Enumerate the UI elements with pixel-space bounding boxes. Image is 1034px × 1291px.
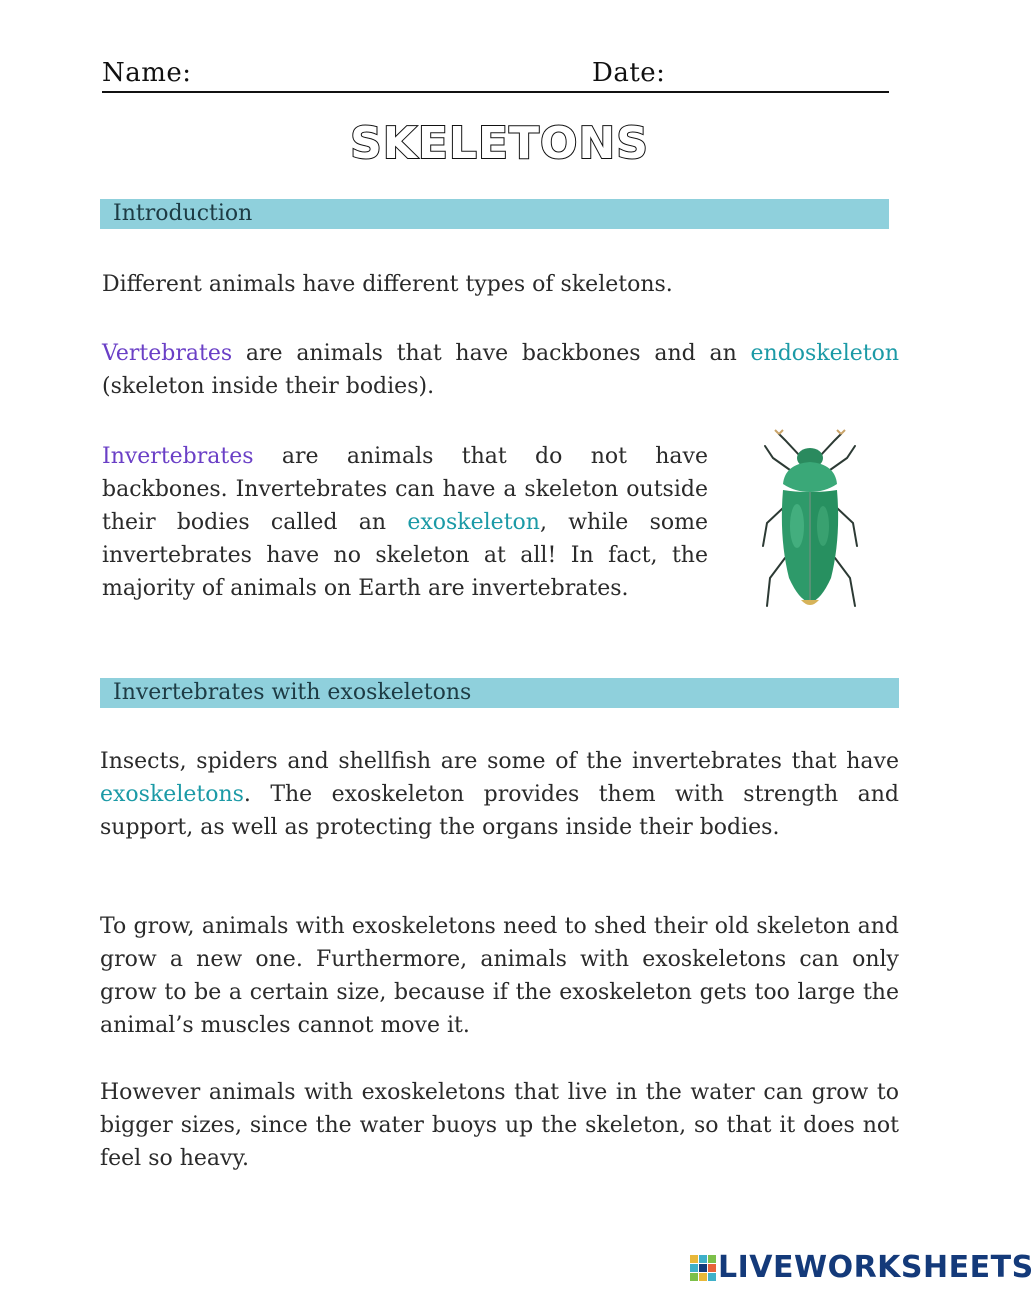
- section-heading-introduction: Introduction: [100, 199, 889, 229]
- page-title: SKELETONS: [350, 118, 649, 169]
- intro-paragraph-2-text-b: (skeleton inside their bodies).: [102, 374, 435, 399]
- term-exoskeleton: exoskeleton: [407, 510, 540, 535]
- logo-text: LIVEWORKSHEETS: [718, 1250, 1034, 1285]
- exo-paragraph-1: [100, 745, 899, 844]
- exo-paragraph-1-text-a: Insects, spiders and shellfish are some of the invertebrates that have: [100, 749, 899, 774]
- exo-paragraph-3: However animals with exoskeletons that live in the water can grow to bigger sizes, since the water buoys up the skeleton, so that it does not feel so heavy.: [100, 1080, 899, 1171]
- term-vertebrates: Vertebrates: [102, 341, 233, 366]
- intro-paragraph-2: [102, 337, 899, 403]
- term-invertebrates: Invertebrates: [102, 444, 254, 469]
- date-label: Date:: [592, 58, 666, 88]
- term-endoskeleton: endoskeleton: [750, 341, 899, 366]
- intro-paragraph-3: [102, 440, 708, 605]
- liveworksheets-logo: [690, 1250, 1034, 1285]
- exo-paragraph-2: To grow, animals with exoskeletons need to shed their old skeleton and grow a new one. Furthermore, animals with exoskeletons can only grow to be a certain size, because if the exoskeleton gets too large the animal’s muscles cannot move it.: [100, 914, 899, 1038]
- intro-paragraph-1: Different animals have different types of skeletons.: [102, 272, 673, 297]
- beetle-illustration: [745, 428, 875, 623]
- intro-paragraph-3-text-b: , while some invertebrates have no skeleton at all! In fact, the majority of animals on Earth are invertebrates.: [102, 510, 708, 601]
- exo-paragraph-1-text-b: . The exoskeleton provides them with strength and support, as well as protecting the organs inside their bodies.: [100, 782, 899, 840]
- section-heading-exoskeletons: Invertebrates with exoskeletons: [100, 678, 899, 708]
- logo-mark-icon: [690, 1255, 716, 1281]
- intro-paragraph-2-text-a: are animals that have backbones and an: [232, 341, 751, 366]
- name-label: Name:: [102, 58, 192, 88]
- term-exoskeletons: exoskeletons: [100, 782, 244, 807]
- header-underline: [102, 91, 889, 93]
- intro-paragraph-3-text-a: are animals that do not have backbones. Invertebrates can have a skeleton outside their bodies called an: [102, 444, 708, 535]
